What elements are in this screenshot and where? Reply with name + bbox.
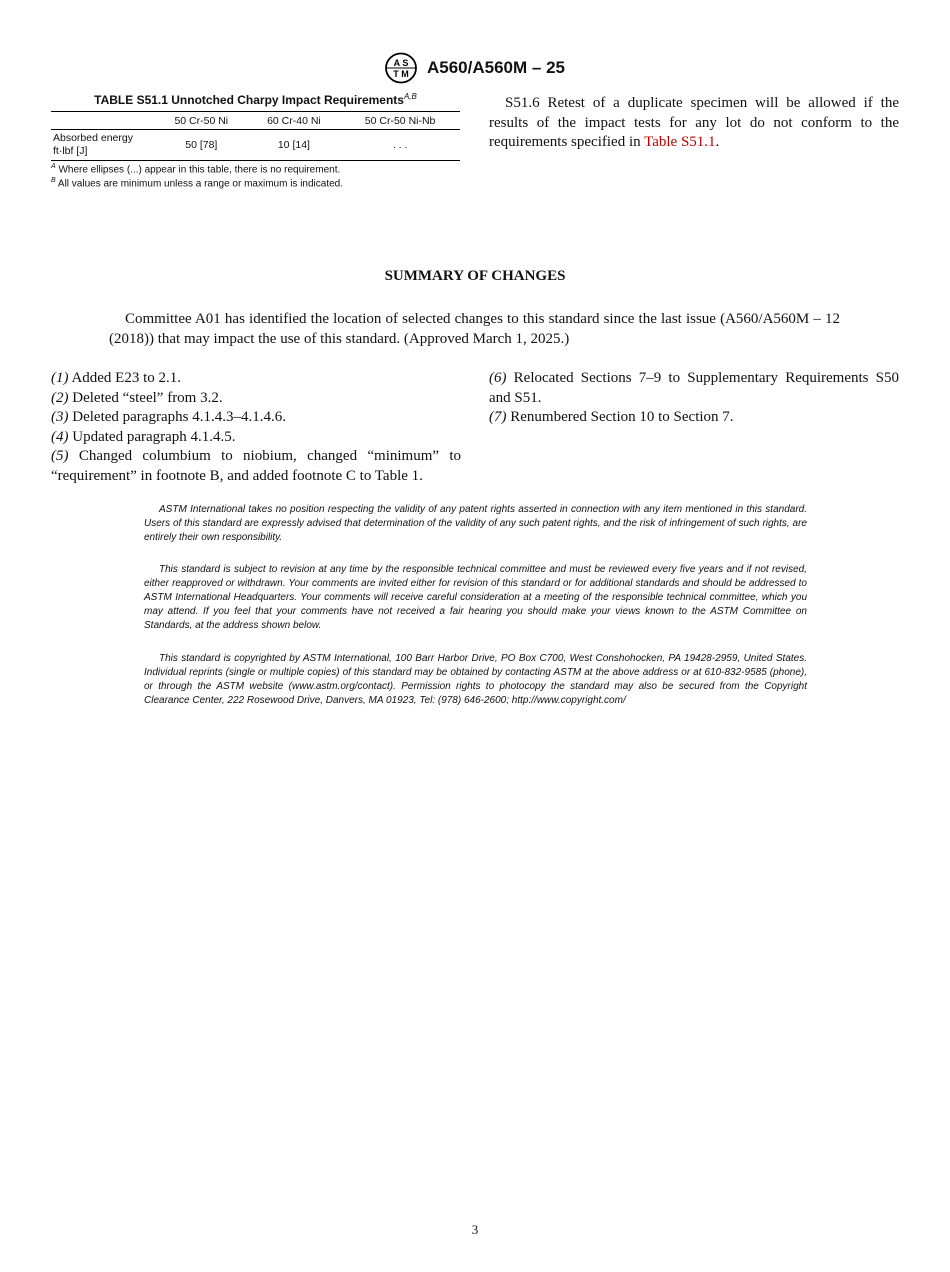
list-item [51,408,461,428]
table-title [50,92,461,107]
table-title-footnote-marks: A,B [403,92,417,101]
list-item [489,369,899,408]
list-item [51,447,461,486]
table-header-cell: 60 Cr-40 Ni [248,112,341,130]
footnote-text: All values are minimum unless a range or maximum is indicated. [57,178,344,190]
item-number: (1) [51,370,69,386]
table-header-cell: 50 Cr-50 Ni [155,112,248,130]
summary-title: SUMMARY OF CHANGES [384,268,566,284]
page-header [0,52,950,86]
table-header-row [51,112,460,130]
item-number: (2) [51,389,69,406]
revision-notice: This standard is subject to revision at any time by the responsible technical committee and must be reviewed every five years and if not revised, either reapproved or withdrawn. Your comments are invited either for revision of this standard or for additional standards and should be addressed to ASTM International Headquarters. Your comments will receive careful consideration at a meeting of the responsible technical committee, which you may attend. If you feel that your comments have not received a fair hearing you should make your views known to the ASTM Committee on Standards, at the address shown below. [144,564,807,631]
section-text-end: . [715,134,720,150]
table-cell: 10 [14] [248,130,341,161]
item-text: Deleted paragraphs 4.1.4.3–4.1.4.6. [72,409,286,425]
table-header-cell: 50 Cr-50 Ni-Nb [340,112,460,130]
table-footnote [51,163,340,175]
row-label-line: ft·lbf [J] [53,145,88,157]
item-text: Renumbered Section 10 to Section 7. [510,409,734,425]
standard-designation: A560/A560M – 25 [427,58,565,77]
table-cell: 50 [78] [155,130,248,161]
item-text: Added E23 to 2.1. [71,370,182,386]
item-number: (7) [489,409,507,425]
astm-logo-icon [382,52,420,84]
item-text: Changed columbium to niobium, changed “minimum” to “requirement” in footnote B, and added footnote C to Table 1. [51,448,461,484]
copyright-notice: This standard is copyrighted by ASTM International, 100 Barr Harbor Drive, PO Box C700, West Conshohocken, PA 19428-2959, United States. Individual reprints (single or multiple copies) of this standard may be obtained by contacting ASTM at the above address or at 610-832-9585 (phone), or through the ASTM website (www.astm.org/contact). Permission rights to photocopy the standard may also be secured from the Copyright Clearance Center, 222 Rosewood Drive, Danvers, MA 01923, Tel: (978) 646-2600; http://www.copyright.com/ [144,653,807,706]
list-item [51,389,461,409]
changes-list-left [51,369,461,486]
table-row-label [51,130,155,161]
impact-requirements-table [51,111,460,161]
changes-list-right [489,369,899,428]
svg-text:A S: A S [393,58,409,68]
list-item [489,408,899,428]
item-number: (4) [51,428,69,445]
item-number: (3) [51,409,69,425]
section-s51-6 [489,94,899,153]
footnote-mark: B [51,177,56,184]
item-text: Relocated Sections 7–9 to Supplementary Requirements S50 and S51. [489,370,900,406]
item-text: Updated paragraph 4.1.4.5. [72,428,236,445]
page-number: 3 [471,1222,479,1237]
table-footnote [51,177,343,189]
table-s51-1-link[interactable]: Table S51.1 [644,134,716,150]
table-title-text: TABLE S51.1 Unnotched Charpy Impact Requirements [94,93,404,107]
table-cell: . . . [340,130,460,161]
summary-intro: Committee A01 has identified the location of selected changes to this standard since the last issue (A560/A560M – 12 (2018)) that may impact the use of this standard. (Approved March 1, 2025.) [109,311,840,347]
item-number: (5) [51,448,69,464]
section-text: S51.6 Retest of a duplicate specimen will be allowed if the results of the impact tests for any lot do not conform to the requirements specified in [489,95,899,150]
item-text: Deleted “steel” from 3.2. [72,389,223,406]
list-item [51,428,461,448]
list-item [51,369,461,389]
patent-notice: ASTM International takes no position respecting the validity of any patent rights asserted in connection with any item mentioned in this standard. Users of this standard are expressly advised that determination of the validity of any such patent rights, and the risk of infringement of such rights, are entirely their own responsibility. [144,504,807,543]
footnote-mark: A [51,163,56,170]
row-label-line: Absorbed energy [53,132,133,144]
table-row [51,130,460,161]
table-header-cell [51,112,155,130]
item-number: (6) [489,370,507,386]
svg-text:T M: T M [393,69,409,79]
footnote-text: Where ellipses (...) appear in this table, there is no requirement. [58,164,341,176]
